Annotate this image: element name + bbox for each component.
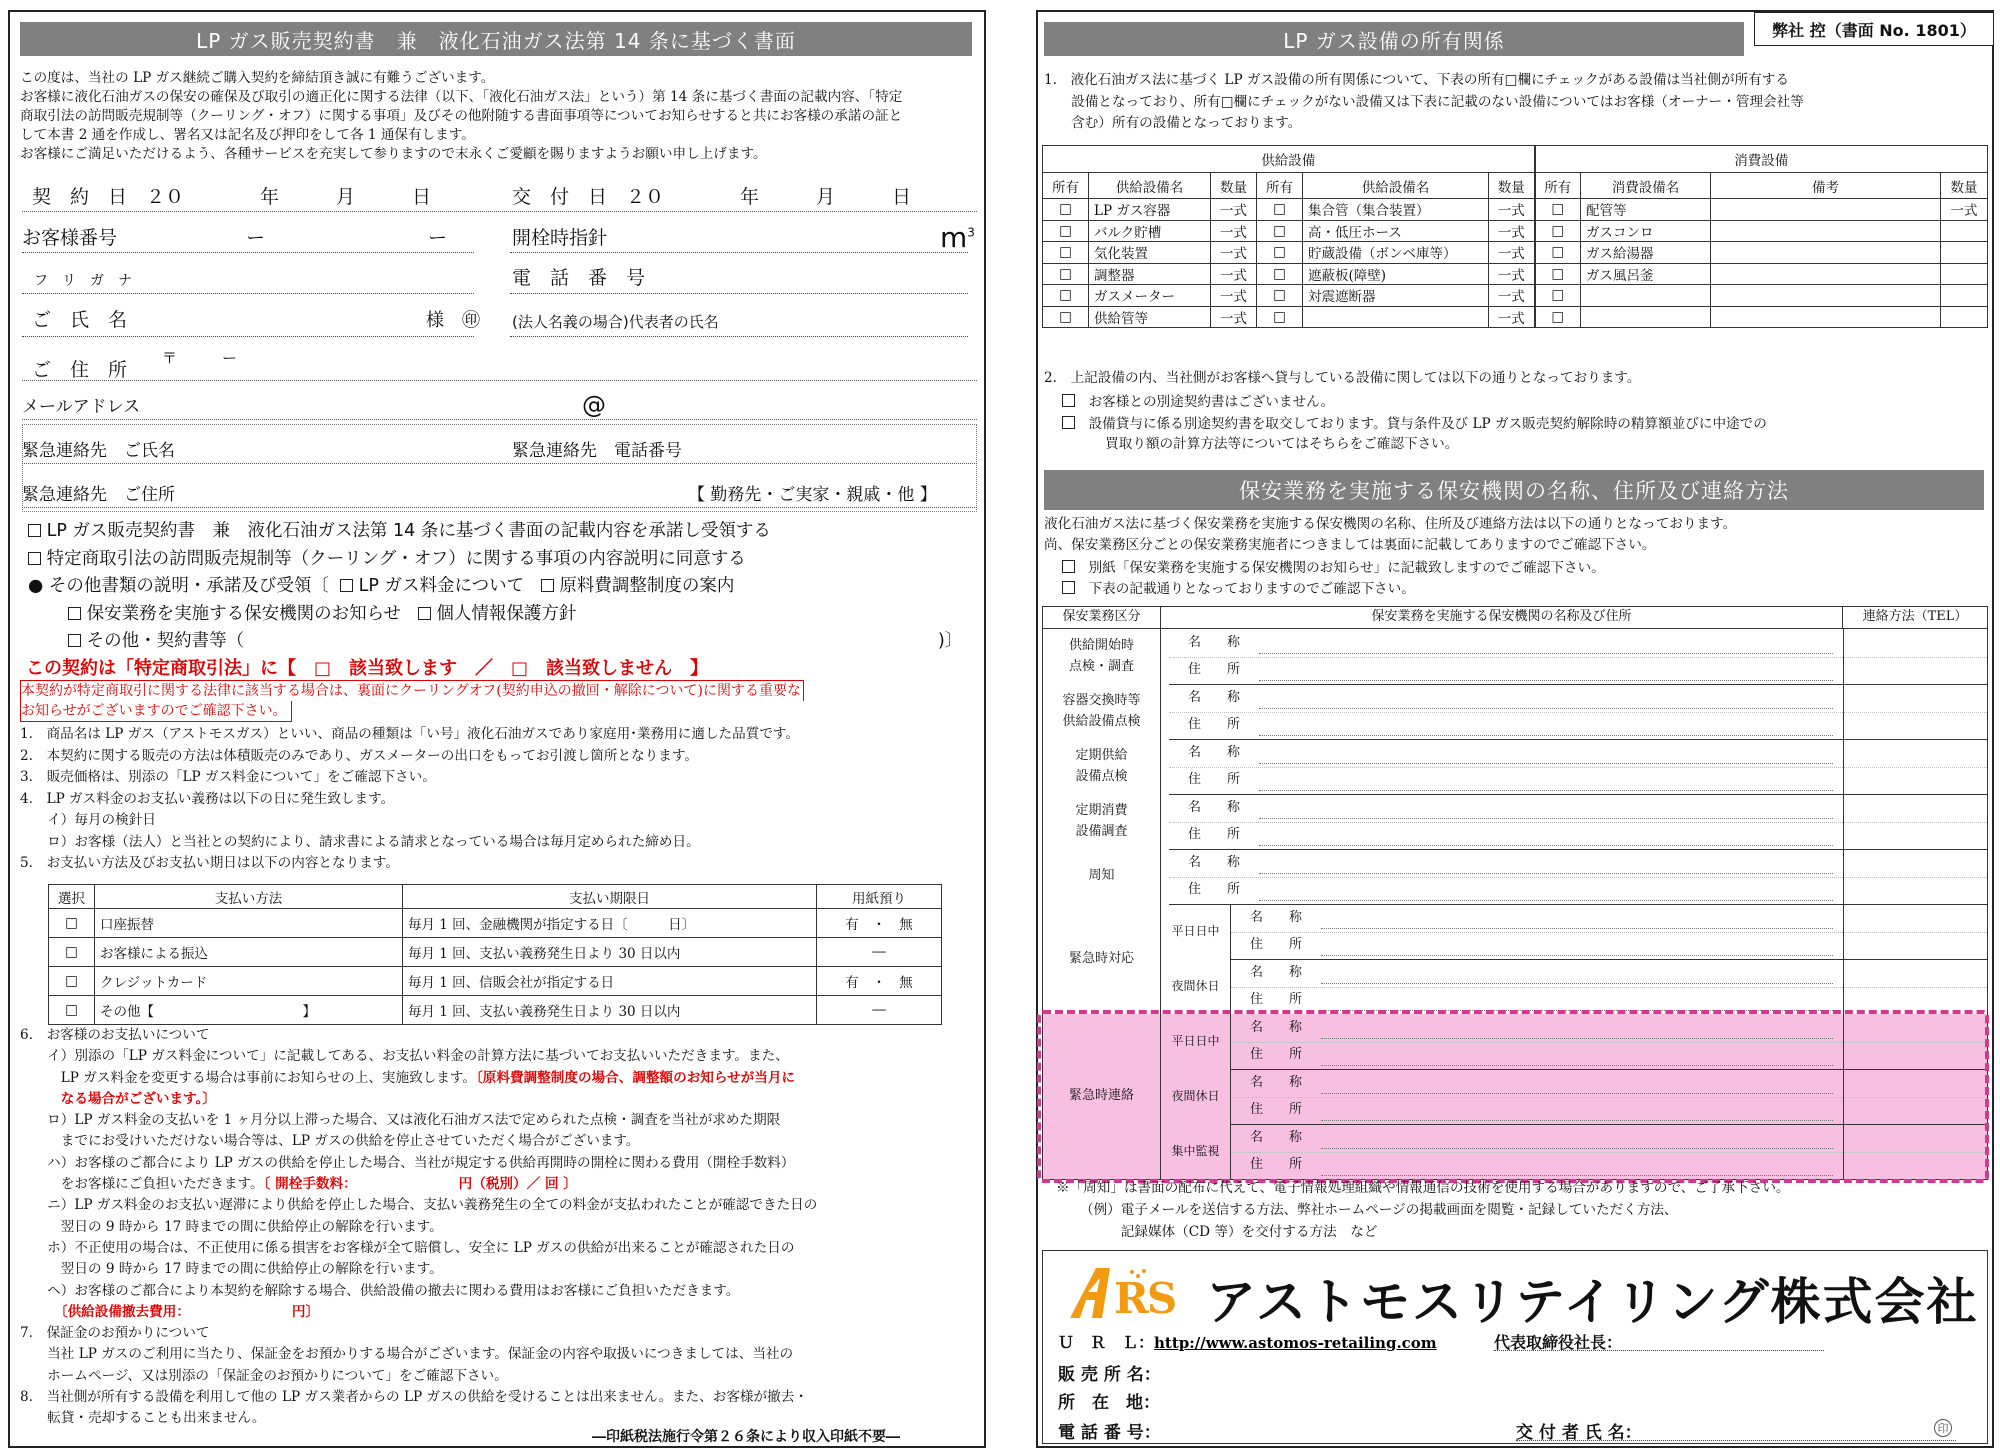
dash: ー	[246, 227, 266, 249]
time-slot-label: 平日日中	[1161, 904, 1231, 959]
others-item: ● その他書類の説明・承諾及び受領〔 LP ガス料金について 原料費調整制度の案内	[28, 576, 735, 596]
name-input[interactable]	[22, 336, 474, 337]
checkbox[interactable]	[1062, 416, 1075, 429]
furigana-label: フ リ ガ ナ	[34, 273, 132, 289]
table-row: □ 口座振替 毎月 1 回、金融機関が指定する日〔 日〕 有 ・ 無	[49, 909, 942, 938]
stamp-tax-note: ―印紙税法施行令第２６条により収入印紙不要―	[592, 1429, 900, 1445]
checkbox[interactable]	[1062, 560, 1075, 573]
security-intro: 液化石油ガス法に基づく保安業務を実施する保安機関の名称、住所及び連絡方法は以下の通りとなっております。 尚、保安業務区分ごとの保安業務実施者につきましては裏面に記載してありますのでご確認下さい。 別紙「保安業務を実施する保安機関のお知らせ」に記載致しますのでご確認下さい。 下表の記載通りとなっておりますのでご確認下さい。	[1044, 516, 1737, 597]
meter-label: 開栓時指針	[512, 227, 608, 249]
table-row: □ 供給管等 一式 □ 一式 □	[1043, 306, 1988, 328]
terms-block-2: 6. お客様のお支払いについて イ）別添の「LP ガス料金について」に記載してある、お支払い料金の計算方法に基づいてお支払いいただきます。また、 LP ガス料金を変更する場合は事前にお知らせの上、実施致します。〔原料費調整制度の場合、調整額のお知らせが当月に なる場合がございます。〕 ロ）LP ガス料金の支払いを 1 ヶ月分以上滞った場合、又は液化石油ガス法で定められた点検・調査を当社が求めた期限 までにお受けいただけない場合等は、LP ガスの供給を停止させていただく場合がございます。 ハ）お客様のご都合により LP ガスの供給を停止した場合、当社が規定する供給再開時の開栓に関わる費用（開栓手数料） をお客様にご負担いただきます。〔 開栓手数料： 円（税別）／ 回 〕 ニ）LP ガス料金のお支払い遅滞により供給を停止した場合、支払い義務発生の全ての料金が支払われたことが確認できた日の 翌日の 9 時から 17 時までの間に供給停止の解除を行います。 ホ）不正使用の場合は、不正使用に係る損害をお客様が全て賠償し、安全に LP ガスの供給が出来ることが確認された日の 翌日の 9 時から 17 時までの間に供給停止の解除を行います。 ヘ）お客様のご都合により本契約を解除する場合、供給設備の撤去に関わる費用はお客様にご負担いただきます。 〔供給設備撤去費用： 円〕 7. 保証金のお預かりについて 当社 LP ガスのご利用に当たり、保証金をお預かりする場合がございます。保証金の内容や取扱いにつきましては、当社の ホームページ、又は別添の「保証金のお預かりについて」をご確認下さい。 8. 当社側が所有する設備を利用して他の LP ガス業者からの LP ガスの供給を受けることは出来ません。また、お客様が撤去・ 転貸・売却することも出来ません。	[20, 1027, 818, 1427]
entry-line[interactable]	[1321, 1010, 1833, 1011]
consent-item[interactable]: 特定商取引法の訪問販売規制等（クーリング・オフ）に関する事項の内容説明に同意する	[28, 546, 978, 574]
furigana-row	[22, 266, 977, 292]
customer-row	[22, 221, 977, 254]
security-table	[1042, 606, 1988, 1180]
payment-table: 選択 支払い方法 支払い期限日 用紙預り □ 口座振替 毎月 1 回、金融機関が指定する日〔 日〕 有 ・ 無 □ お客様による振込 毎月 1 回、支払い義務発生日より 30 日以内 ― □ クレジットカード 毎月 1 回、信販会社が指定する日 有 ・ 無 □ その他【 】 毎月 1 回、支払い義務発生日より 30 日以内 ―	[48, 884, 942, 1025]
em-type: 【 勤務先・ご実家・親戚・他 】	[688, 485, 937, 505]
phone-input[interactable]	[510, 293, 968, 294]
category-label: 供給開始時 点検・調査	[1043, 629, 1161, 684]
name-row	[22, 308, 977, 334]
row-divider	[1169, 767, 1987, 768]
equipment-table-body	[1042, 198, 1988, 328]
rep-name-input[interactable]	[510, 336, 968, 337]
intro-line: お客様にご満足いただけるよう、各種サービスを充実して参りますので末永くご愛顧を賜りますようお願い申し上げます。	[20, 146, 767, 162]
seal-mark: 印	[1934, 1419, 1952, 1437]
url-row: Ｕ Ｒ Ｌ：http://www.astomos-retailing.com	[1058, 1333, 1437, 1352]
m3-unit: $m^3$	[940, 221, 975, 254]
name-label: 名 称	[1187, 634, 1240, 650]
row-divider	[1169, 712, 1987, 713]
checkbox[interactable]	[68, 607, 81, 620]
entry-line[interactable]	[1259, 708, 1833, 709]
checkbox[interactable]	[541, 579, 554, 592]
entry-line[interactable]	[1321, 1065, 1833, 1066]
entry-line[interactable]	[1321, 1120, 1833, 1121]
entry-line[interactable]	[1259, 900, 1833, 901]
notes-block: ※「周知」は書面の配布に代えて、電子情報処理組織や情報通信の技術を使用する場合がありますので、ご了承下さい。 （例）電子メールを送信する方法、弊社ホームページの掲載画面を閲覧・記録していただく方法、 記録媒体（CD 等）を交付する方法 など	[1056, 1180, 1790, 1240]
entry-line[interactable]	[1321, 1093, 1833, 1094]
checkbox[interactable]	[340, 579, 353, 592]
delivery-date-field[interactable]: 交 付 日 ２０ 年 月 日	[512, 186, 912, 208]
ownership-intro: 1. 液化石油ガス法に基づく LP ガス設備の所有関係について、下表の所有□欄にチェックがある設備は当社側が所有する 設備となっており、所有□欄にチェックがない設備又は下表に記載のない設備についてはお客様（オーナー・管理会社等 含む）所有の設備となっております。	[1044, 72, 1804, 131]
emergency-row-2	[22, 484, 977, 508]
checkbox[interactable]	[68, 634, 81, 647]
row-divider	[1169, 794, 1987, 795]
security-header: 保安業務を実施する保安機関の名称、住所及び連絡方法	[1044, 470, 1984, 510]
email-label: メールアドレス	[22, 397, 141, 417]
date-row	[22, 186, 977, 212]
time-slot-label: 平日日中	[1161, 1014, 1231, 1069]
row-divider	[1169, 684, 1987, 685]
others-item: その他・契約書等（ )〕	[28, 628, 978, 656]
entry-line[interactable]	[1321, 1175, 1833, 1176]
row-divider	[1231, 987, 1987, 988]
em-phone-label: 緊急連絡先 電話番号	[512, 441, 682, 461]
address-label: 住 所	[1187, 717, 1240, 733]
emergency-row-1	[22, 440, 977, 464]
store-label: 販 売 所 名：	[1058, 1365, 1161, 1385]
address-label: 住 所	[1249, 937, 1302, 953]
column-header: 保安業務区分	[1043, 607, 1161, 629]
company-logo: RS	[1062, 1262, 1182, 1322]
checkbox[interactable]	[1062, 581, 1075, 594]
name-label: 名 称	[1187, 799, 1240, 815]
intro-line: この度は、当社の LP ガス継続ご購入契約を締結頂き誠に有難うございます。	[20, 70, 495, 86]
entry-line[interactable]	[1259, 680, 1833, 681]
category-label: 緊急時連絡	[1043, 1014, 1161, 1179]
row-divider	[1169, 877, 1987, 878]
entry-line[interactable]	[1259, 653, 1833, 654]
others-item: 保安業務を実施する保安機関のお知らせ 個人情報保護方針	[28, 601, 978, 629]
intro-line: お客様に液化石油ガスの保安の確保及び取引の適正化に関する法律（以下、「液化石油ガス法」という）第 14 条に基づく書面の記載内容、「特定	[20, 89, 903, 105]
company-url[interactable]: http://www.astomos-retailing.com	[1154, 1334, 1437, 1352]
left-header: LP ガス販売契約書 兼 液化石油ガス法第 14 条に基づく書面	[20, 22, 972, 56]
consent-item[interactable]: LP ガス販売契約書 兼 液化石油ガス法第 14 条に基づく書面の記載内容を承諾し受領する	[28, 518, 978, 546]
issuer-input[interactable]	[1516, 1440, 1956, 1441]
entry-line[interactable]	[1321, 1038, 1833, 1039]
table-row: □ LP ガス容器 一式 □ 集合管（集合装置） 一式 □ 配管等 一式	[1043, 199, 1988, 221]
name-label: ご 氏 名	[32, 309, 128, 331]
entry-line[interactable]	[1259, 735, 1833, 736]
checkbox[interactable]	[28, 524, 41, 537]
address-label: ご 住 所	[32, 359, 128, 381]
customer-no-input[interactable]	[22, 252, 474, 253]
entry-line[interactable]	[1321, 983, 1833, 984]
row-divider	[1231, 1152, 1987, 1153]
lending-block: 2. 上記設備の内、当社側がお客様へ貸与している設備に関しては以下の通りとなっております。 お客様との別途契約書はございません。 設備貸与に係る別途契約書を取交しております。貸与条件及び LP ガス販売契約解除時の精算額並びに中途での 買取り額の計算方法等についてはそちらをご確認下さい。	[1044, 370, 1767, 452]
table-row: □ その他【 】 毎月 1 回、支払い義務発生日より 30 日以内 ―	[49, 996, 942, 1025]
intro-line: 商取引法の訪問販売規制等（クーリング・オフ）に関する事項」及びその他附随する書面事項等についてお知らせすると共にお客様の承諾の証と	[20, 108, 903, 124]
address-label: 住 所	[1187, 662, 1240, 678]
copy-label: 弊社 控（書面 No. 1801）	[1754, 12, 1994, 46]
location-label: 所 在 地：	[1058, 1393, 1160, 1413]
corp-note: (法人名義の場合)代表者の氏名	[512, 313, 719, 331]
column-divider	[1843, 629, 1844, 1179]
table-row: □ ガスメーター 一式 □ 対震遮断器 一式 □	[1043, 285, 1988, 307]
address-label: 住 所	[1249, 992, 1302, 1008]
name-label: 名 称	[1187, 689, 1240, 705]
column-header: 連絡方法（TEL）	[1843, 607, 1987, 629]
table-row: □ クレジットカード 毎月 1 回、信販会社が指定する日 有 ・ 無	[49, 967, 942, 996]
name-label: 名 称	[1187, 744, 1240, 760]
equipment-table: 供給設備 消費設備 所有 供給設備名 数量 所有 供給設備名 数量 所有 消費設備名 備考 数量	[1042, 145, 1988, 199]
category-label: 容器交換時等 供給設備点検	[1043, 684, 1161, 739]
name-label: 名 称	[1249, 964, 1302, 980]
time-slot-label: 集中監視	[1161, 1124, 1231, 1179]
address-label: 住 所	[1249, 1047, 1302, 1063]
row-divider	[1231, 932, 1987, 933]
intro-block	[20, 72, 980, 167]
bullet-icon: ●	[28, 576, 44, 596]
meter-input[interactable]	[510, 252, 968, 253]
address-label: 住 所	[1187, 772, 1240, 788]
email-row	[22, 391, 977, 420]
row-divider	[1169, 849, 1987, 850]
name-label: 名 称	[1249, 1074, 1302, 1090]
terms-block: 1. 商品名は LP ガス（アストモスガス）といい、商品の種類は「い号」液化石油ガスであり家庭用･業務用に適した品質です。 2. 本契約に関する販売の方法は体積販売のみであり、ガスメーターの出口をもってお引渡し箇所となります。 3. 販売価格は、別添の「LP ガス料金について」をご確認下さい。 4. LP ガス料金のお支払い義務は以下の日に発生致します。 イ）毎月の検針日 ロ）お客様（法人）と当社との契約により、請求書による請求となっている場合は毎月定められた締め日。 5. お支払い方法及びお支払い期日は以下の内容となります。	[20, 726, 800, 871]
ceo-label: 代表取締役社長：	[1494, 1333, 1623, 1352]
entry-line[interactable]	[1259, 845, 1833, 846]
table-row: □ 調整器 一式 □ 遮蔽板(障壁) 一式 □ ガス風呂釜	[1043, 263, 1988, 285]
row-divider	[1231, 1042, 1987, 1043]
phone-label: 電 話 番 号	[512, 267, 646, 289]
category-label: 定期供給 設備点検	[1043, 739, 1161, 794]
row-divider	[1231, 1097, 1987, 1098]
entry-line[interactable]	[1321, 928, 1833, 929]
dash: ー	[428, 227, 448, 249]
row-divider	[1231, 1069, 1987, 1070]
contract-date-field[interactable]: 契 約 日 ２０ 年 月 日	[32, 186, 432, 208]
category-label: 周知	[1043, 849, 1161, 904]
entry-line[interactable]	[1321, 1148, 1833, 1149]
column-header: 保安業務を実施する保安機関の名称及び住所	[1161, 607, 1843, 629]
customer-no-label: お客様番号	[22, 227, 118, 249]
address-label: 住 所	[1187, 882, 1240, 898]
row-divider	[1169, 822, 1987, 823]
address-label: 住 所	[1187, 827, 1240, 843]
intro-line: して本書 2 通を作成し、署名又は記名及び押印をして各 1 通保有します。	[20, 127, 475, 143]
ownership-header: LP ガス設備の所有関係	[1044, 22, 1744, 56]
phone-label-company: 電 話 番 号：	[1058, 1423, 1161, 1443]
em-address-label: 緊急連絡先 ご住所	[22, 485, 175, 505]
ceo-input[interactable]	[1494, 1350, 1824, 1351]
address-row	[22, 349, 977, 381]
entry-line[interactable]	[1259, 873, 1833, 874]
name-label: 名 称	[1249, 1019, 1302, 1035]
entry-line[interactable]	[1259, 790, 1833, 791]
em-name-label: 緊急連絡先 ご氏名	[22, 441, 175, 461]
category-label: 緊急時対応	[1043, 904, 1161, 1014]
entry-line[interactable]	[1321, 955, 1833, 956]
furigana-input[interactable]	[22, 293, 474, 294]
postal-mark: 〒 ー	[162, 349, 238, 367]
table-row: □ 気化装置 一式 □ 貯蔵設備（ボンベ庫等） 一式 □ ガス給湯器	[1043, 242, 1988, 264]
row-divider	[1231, 959, 1987, 960]
time-slot-label: 夜間休日	[1161, 959, 1231, 1014]
entry-line[interactable]	[1259, 818, 1833, 819]
at-mark: @	[582, 391, 606, 419]
name-label: 名 称	[1187, 854, 1240, 870]
row-divider	[1169, 657, 1987, 658]
category-label: 定期消費 設備調査	[1043, 794, 1161, 849]
row-divider	[1169, 739, 1987, 740]
table-row: □ お客様による振込 毎月 1 回、支払い義務発生日より 30 日以内 ―	[49, 938, 942, 967]
company-name: アストモスリテイリング株式会社	[1206, 1273, 1979, 1331]
checkbox[interactable]	[1062, 394, 1075, 407]
table-row: □ バルク貯槽 一式 □ 高・低圧ホース 一式 □ ガスコンロ	[1043, 220, 1988, 242]
name-label: 名 称	[1249, 909, 1302, 925]
sama-seal: 様 ㊞	[426, 310, 480, 331]
checkbox[interactable]	[418, 607, 431, 620]
time-slot-label: 夜間休日	[1161, 1069, 1231, 1124]
cooling-off-notice: 本契約が特定商取引に関する法律に該当する場合は、裏面にクーリングオフ(契約申込の撤回・解除について)に関する重要な お知らせがございますのでご確認下さい。	[20, 680, 960, 722]
address-label: 住 所	[1249, 1102, 1302, 1118]
issuer-label: 交 付 者 氏 名：	[1516, 1423, 1642, 1443]
row-divider	[1231, 1124, 1987, 1125]
address-label: 住 所	[1249, 1157, 1302, 1173]
specified-trade-notice: この契約は「特定商取引法」に【 □ 該当致します ／ □ 該当致しません 】	[26, 658, 709, 679]
consent-block	[28, 518, 978, 656]
entry-line[interactable]	[1259, 763, 1833, 764]
checkbox[interactable]	[28, 552, 41, 565]
name-label: 名 称	[1249, 1129, 1302, 1145]
